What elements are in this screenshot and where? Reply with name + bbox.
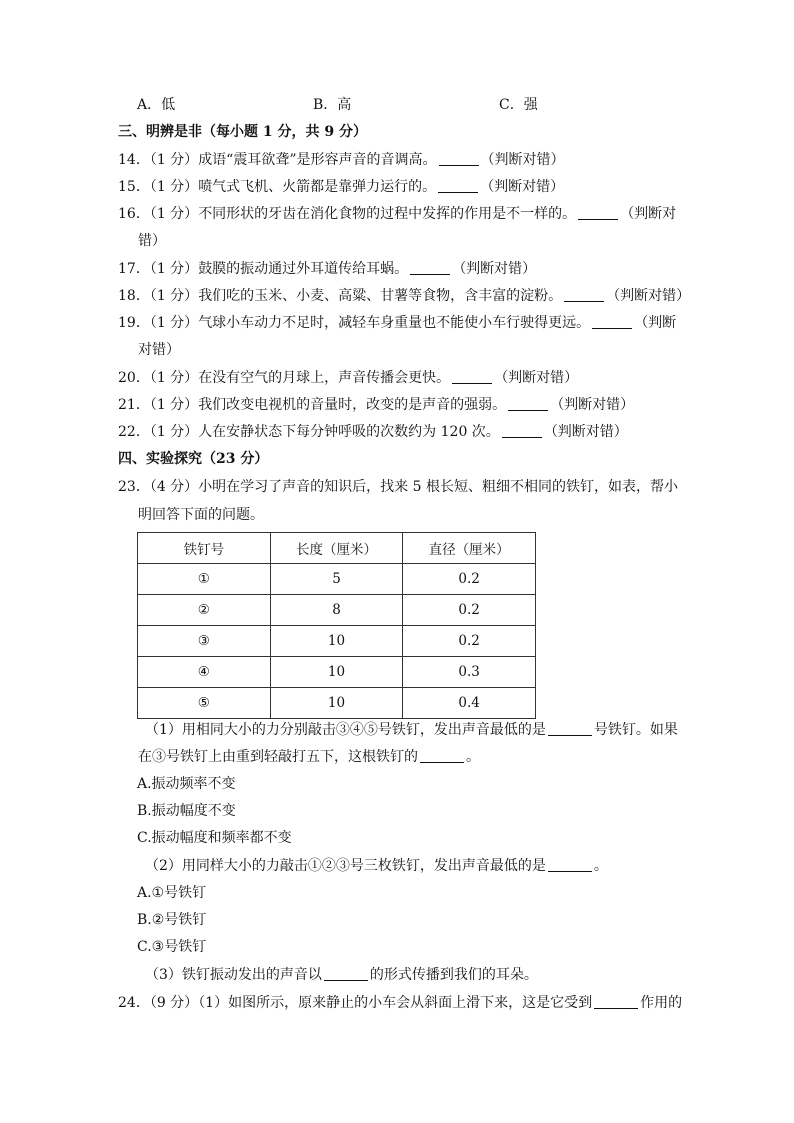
question-score: （1 分）: [149, 288, 199, 304]
answer-blank[interactable]: [548, 857, 592, 872]
question-number: 22．: [118, 424, 150, 440]
judge-label: （判断: [634, 315, 677, 331]
judge-label: （判断对错）: [550, 397, 635, 413]
question-text: 喷气式飞机、火箭都是靠弹力运行的。: [198, 179, 437, 195]
table-cell: 5: [270, 564, 403, 595]
question-23-part-1-continued: [138, 747, 480, 767]
question-15: [118, 177, 564, 197]
table-cell: ④: [138, 657, 271, 688]
question-number: 15．: [118, 179, 150, 195]
part-2-option-a[interactable]: A.①号铁钉: [137, 885, 207, 901]
question-21: [118, 395, 634, 415]
table-cell: ①: [138, 564, 271, 595]
answer-blank[interactable]: [592, 314, 632, 329]
part-1-option-c[interactable]: C.振动幅度和频率都不变: [137, 830, 292, 846]
table-row: [138, 595, 536, 626]
question-23-intro-continued: 明回答下面的问题。: [138, 507, 264, 523]
answer-blank[interactable]: [452, 369, 492, 384]
answer-blank[interactable]: [410, 260, 450, 275]
question-number: 14．: [118, 152, 150, 168]
question-14: [118, 150, 565, 170]
question-text: 作用的: [640, 995, 683, 1011]
table-row: [138, 626, 536, 657]
question-text: 小明在学习了声音的知识后，找来 5 根长短、粗细不相同的铁钉，如表，帮小: [198, 479, 678, 495]
prev-question-options: [137, 95, 657, 115]
answer-blank[interactable]: [438, 178, 478, 193]
question-text: （1）如图所示，原来静止的小车会从斜面上滑下来，这是它受到: [198, 995, 593, 1011]
question-23-intro: [118, 477, 678, 497]
question-19: [118, 313, 676, 333]
answer-blank[interactable]: [502, 423, 542, 438]
judge-label: （判断对错）: [480, 179, 565, 195]
answer-blank[interactable]: [420, 748, 464, 763]
section-3-title: 三、明辨是非（每小题 1 分，共 9 分）: [118, 124, 367, 140]
part-text: （2）用同样大小的力敲击①②③号三枚铁钉，发出声音最低的是: [145, 858, 546, 874]
table-header-row: [138, 533, 536, 564]
question-text: 气球小车动力不足时，减轻车身重量也不能使小车行驶得更远。: [198, 315, 591, 331]
question-number: 16．: [118, 206, 150, 222]
table-header: 铁钉号: [138, 533, 271, 564]
table-row: [138, 688, 536, 719]
part-2-option-c[interactable]: C.③号铁钉: [137, 939, 207, 955]
table-header: 直径（厘米）: [403, 533, 536, 564]
option-b: B．高: [313, 97, 352, 113]
table-cell: 0.4: [403, 688, 536, 719]
answer-blank[interactable]: [548, 721, 592, 736]
question-text: 人在安静状态下每分钟呼吸的次数约为 120 次。: [198, 424, 500, 440]
table-header: 长度（厘米）: [270, 533, 403, 564]
question-text: 我们吃的玉米、小麦、高粱、甘薯等食物，含丰富的淀粉。: [198, 288, 563, 304]
judge-label: （判断对错）: [494, 370, 579, 386]
part-text: 。: [593, 858, 608, 874]
question-23-part-2: [145, 856, 608, 876]
question-16-continued: 错）: [138, 233, 166, 249]
answer-blank[interactable]: [324, 966, 368, 981]
nail-table: [137, 532, 536, 719]
question-number: 23．: [118, 479, 150, 495]
question-text: 我们改变电视机的音量时，改变的是声音的强弱。: [198, 397, 507, 413]
table-cell: 0.3: [403, 657, 536, 688]
part-text: 。: [466, 749, 480, 765]
option-a: A．低: [137, 97, 176, 113]
table-cell: 0.2: [403, 595, 536, 626]
option-c: C．强: [499, 97, 538, 113]
question-score: （1 分）: [149, 179, 199, 195]
judge-label: （判断对错）: [480, 152, 565, 168]
judge-label: （判断对: [620, 206, 677, 222]
part-1-option-a[interactable]: A.振动频率不变: [137, 776, 236, 792]
question-score: （9 分）: [149, 995, 199, 1011]
answer-blank[interactable]: [578, 205, 618, 220]
question-score: （1 分）: [149, 424, 199, 440]
question-number: 20．: [118, 370, 150, 386]
question-number: 17．: [118, 261, 150, 277]
table-cell: 0.2: [403, 626, 536, 657]
table-cell: ③: [138, 626, 271, 657]
question-score: （1 分）: [149, 370, 199, 386]
part-text: （1）用相同大小的力分别敲击③④⑤号铁钉，发出声音最低的是: [145, 722, 546, 738]
question-score: （1 分）: [149, 261, 199, 277]
table-cell: ⑤: [138, 688, 271, 719]
answer-blank[interactable]: [594, 994, 638, 1009]
question-text: 不同形状的牙齿在消化食物的过程中发挥的作用是不一样的。: [198, 206, 577, 222]
part-text: 号铁钉。如果: [593, 722, 678, 738]
answer-blank[interactable]: [439, 151, 479, 166]
table-cell: 10: [270, 657, 403, 688]
question-20: [118, 368, 578, 388]
table-cell: ②: [138, 595, 271, 626]
question-17: [118, 259, 536, 279]
question-number: 18．: [118, 288, 150, 304]
part-text: 在③号铁钉上由重到轻敲打五下，这根铁钉的: [138, 749, 418, 765]
question-number: 24．: [118, 995, 150, 1011]
section-4-title: 四、实验探究（23 分）: [118, 451, 269, 467]
question-24: [118, 993, 682, 1013]
answer-blank[interactable]: [564, 287, 604, 302]
question-score: （1 分）: [149, 315, 199, 331]
question-text: 在没有空气的月球上，声音传播会更快。: [198, 370, 451, 386]
table-row: [138, 564, 536, 595]
table-cell: 0.2: [403, 564, 536, 595]
table-cell: 10: [270, 626, 403, 657]
question-score: （1 分）: [149, 206, 199, 222]
judge-label: （判断对错）: [606, 288, 691, 304]
judge-label: （判断对错）: [452, 261, 537, 277]
question-23-part-3: [145, 965, 538, 985]
question-number: 21．: [118, 397, 150, 413]
question-number: 19．: [118, 315, 150, 331]
question-text: 成语“震耳欲聋”是形容声音的音调高。: [198, 152, 437, 168]
part-2-option-b[interactable]: B.②号铁钉: [137, 912, 207, 928]
part-1-option-b[interactable]: B.振动幅度不变: [137, 803, 236, 819]
question-22: [118, 422, 628, 442]
part-text: （3）铁钉振动发出的声音以: [145, 967, 322, 983]
question-19-continued: 对错）: [138, 342, 180, 358]
part-text: 的形式传播到我们的耳朵。: [369, 967, 538, 983]
table-cell: 10: [270, 688, 403, 719]
table-cell: 8: [270, 595, 403, 626]
question-23-part-1: [145, 720, 678, 740]
judge-label: （判断对错）: [543, 424, 628, 440]
question-score: （1 分）: [149, 152, 199, 168]
question-score: （4 分）: [149, 479, 199, 495]
question-18: [118, 286, 690, 306]
table-row: [138, 657, 536, 688]
answer-blank[interactable]: [508, 396, 548, 411]
question-text: 鼓膜的振动通过外耳道传给耳蜗。: [198, 261, 409, 277]
question-score: （1 分）: [149, 397, 199, 413]
question-16: [118, 204, 676, 224]
